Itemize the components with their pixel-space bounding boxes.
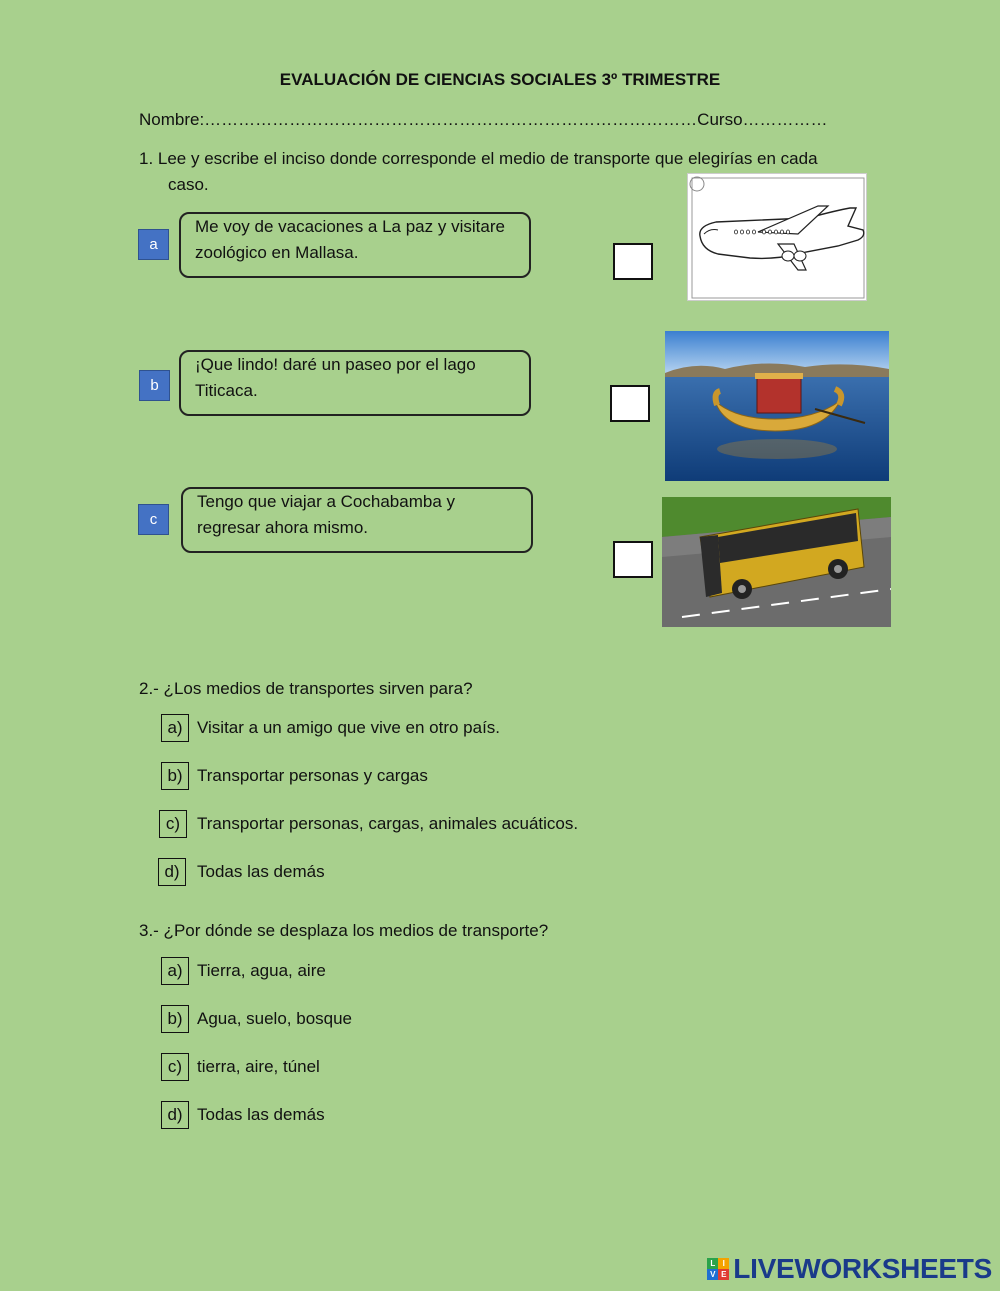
item-c-key: c (149, 511, 158, 528)
q2-question: 2.- ¿Los medios de transportes sirven para? (139, 679, 473, 698)
item-b-badge (139, 370, 170, 401)
item-a-badge (138, 229, 169, 260)
name-course-line: Nombre:……………………………………………………………………………Curso…………… (139, 110, 828, 129)
q2-option-c-key[interactable]: c) (159, 810, 187, 838)
liveworksheets-logo (707, 1253, 992, 1285)
answer-box-airplane[interactable] (613, 243, 653, 280)
liveworksheets-mark-icon (707, 1258, 729, 1280)
bus-icon (662, 497, 891, 627)
airplane-icon (688, 174, 867, 301)
q2-option-b-text: Transportar personas y cargas (197, 766, 428, 785)
logo-letter-l: L (707, 1258, 718, 1269)
q3-option-b-text: Agua, suelo, bosque (197, 1009, 353, 1028)
item-c-bubble (181, 487, 533, 553)
reed-boat-titicaca-image (665, 331, 889, 481)
page-title: EVALUACIÓN DE CIENCIAS SOCIALES 3º TRIMESTRE (279, 70, 721, 89)
item-b-line1: ¡Que lindo! daré un paseo por el lago (195, 355, 476, 374)
logo-letter-i: I (718, 1258, 729, 1269)
q3-option-d-key[interactable]: d) (161, 1101, 189, 1129)
logo-letter-v: V (707, 1269, 718, 1280)
item-c-line2: regresar ahora mismo. (197, 518, 369, 537)
q2-option-a-text: Visitar a un amigo que vive en otro país. (197, 718, 501, 737)
item-a-line2: zoológico en Mallasa. (195, 243, 359, 262)
q3-option-c-key[interactable]: c) (161, 1053, 189, 1081)
q3-option-c-text: tierra, aire, túnel (197, 1057, 320, 1076)
q2-option-a-key[interactable]: a) (161, 714, 189, 742)
answer-box-bus[interactable] (613, 541, 653, 578)
item-b-line2: Titicaca. (195, 381, 258, 400)
q2-option-d-text: Todas las demás (197, 862, 325, 881)
item-a-key: a (149, 236, 158, 253)
liveworksheets-text: LIVEWORKSHEETS (733, 1253, 992, 1284)
q2-option-c-text: Transportar personas, cargas, animales acuáticos. (197, 814, 579, 833)
q2-option-d-key[interactable]: d) (158, 858, 186, 886)
q3-option-a-key[interactable]: a) (161, 957, 189, 985)
item-c-line1: Tengo que viajar a Cochabamba y (197, 492, 455, 511)
airplane-coloring-image (687, 173, 867, 301)
item-b-bubble (179, 350, 531, 416)
logo-letter-e: E (718, 1269, 729, 1280)
q3-question: 3.- ¿Por dónde se desplaza los medios de transporte? (139, 921, 549, 940)
q3-option-b-key[interactable]: b) (161, 1005, 189, 1033)
reed-boat-icon (665, 331, 889, 481)
answer-box-boat[interactable] (610, 385, 650, 422)
item-c-badge (138, 504, 169, 535)
q1-prompt-line1: 1. Lee y escribe el inciso donde corresponde el medio de transporte que elegirías en cada (139, 149, 818, 168)
item-a-bubble (179, 212, 531, 278)
q1-prompt-line2: caso. (168, 175, 209, 194)
yellow-bus-image (662, 497, 891, 627)
item-a-line1: Me voy de vacaciones a La paz y visitare (195, 217, 505, 236)
q3-option-a-text: Tierra, agua, aire (197, 961, 326, 980)
q3-option-d-text: Todas las demás (197, 1105, 325, 1124)
item-b-key: b (150, 377, 159, 394)
q2-option-b-key[interactable]: b) (161, 762, 189, 790)
